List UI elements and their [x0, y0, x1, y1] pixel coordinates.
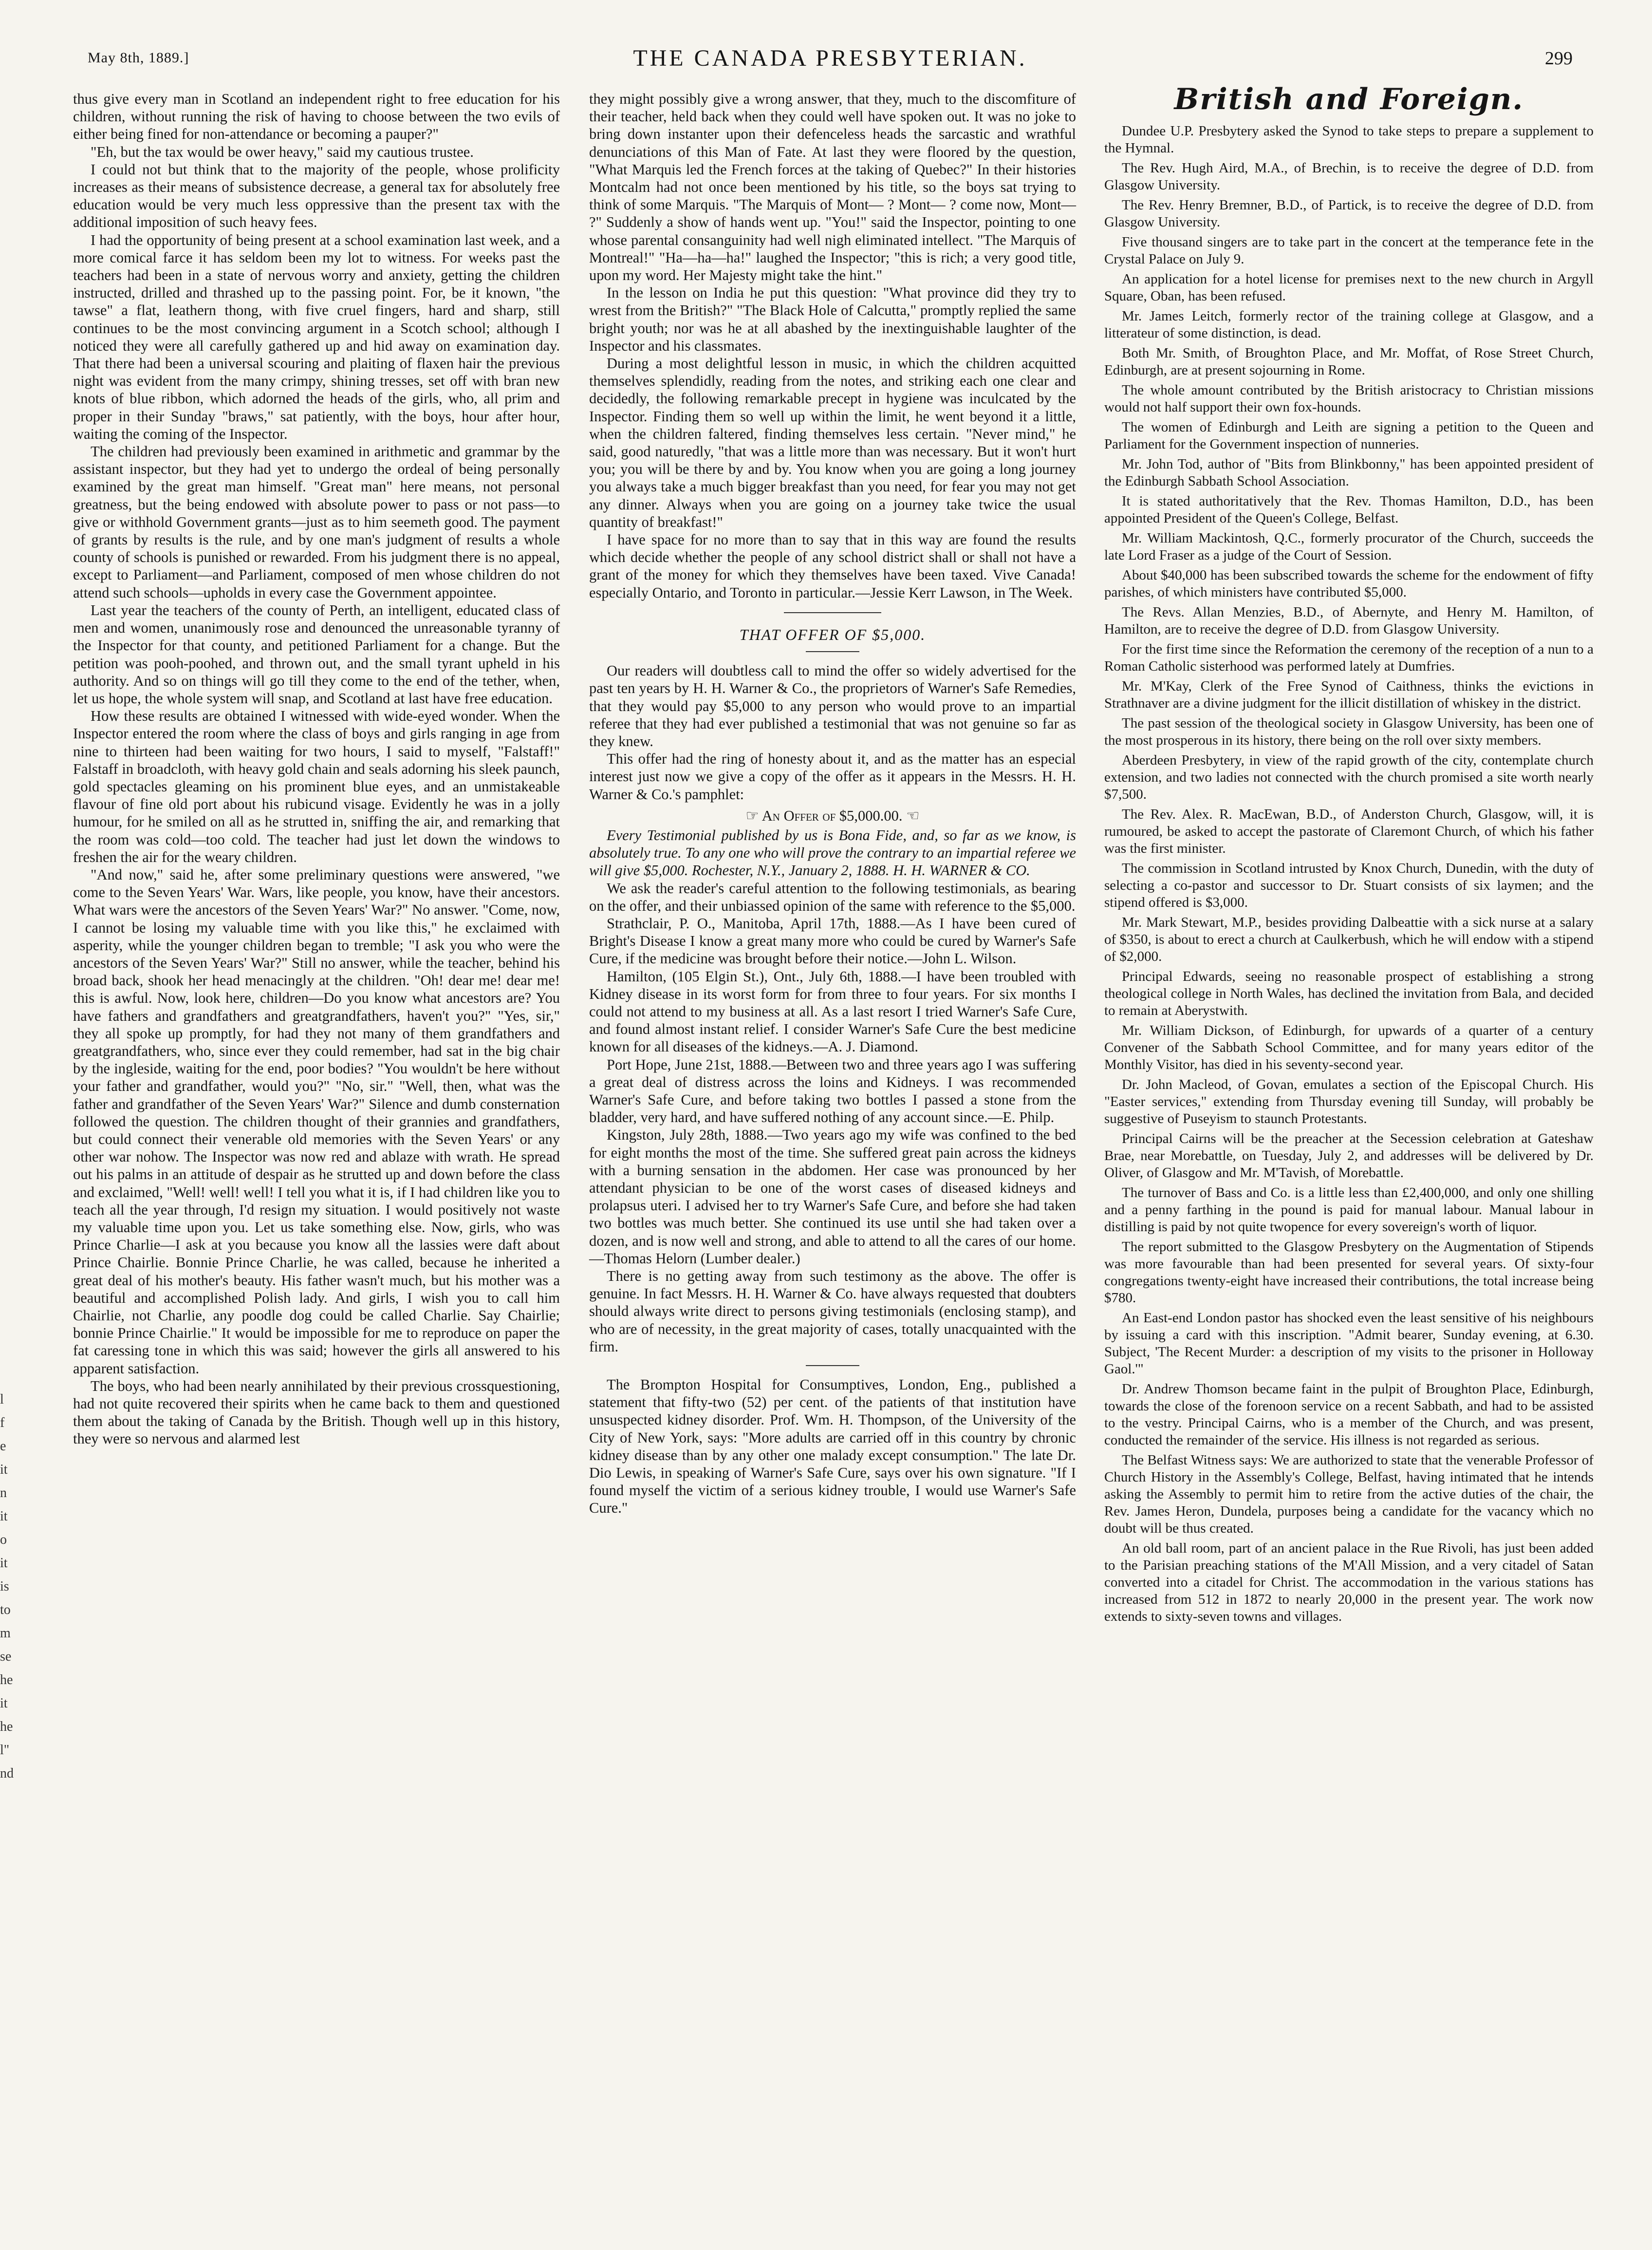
news-item: Dundee U.P. Presbytery asked the Synod to take steps to prepare a supplement to the Hymnal.: [1104, 123, 1594, 156]
paragraph: How these results are obtained I witnessed with wide-eyed wonder. When the Inspector entered the room where the class of boys and girls ranging in age from nine to thirteen had been waiting for two hours, I said to myself, "Falstaff!" Falstaff in broadcloth, with heavy gold chain and seals adorning his sleek paunch, gold spectacles gleaming on his prominent blue eyes, and an unmistakeable flavour of fine old port about his rubicund visage. Evidently he was in a jolly humour, for he smiled on all as he strutted in, sniffing the air, and remarking that the room was cold—too cold. The teacher had just let down the windows to freshen the air for the weary children.: [73, 708, 560, 865]
column-1: [73, 90, 560, 1448]
news-item: The Rev. Henry Bremner, B.D., of Partick, is to receive the degree of D.D. from Glasgow University.: [1104, 197, 1594, 230]
margin-fragment: is: [0, 1579, 9, 1594]
news-item: About $40,000 has been subscribed towards the scheme for the endowment of fifty parishes, of which ministers have contributed $5,000.: [1104, 567, 1594, 600]
margin-fragment: it: [0, 1696, 8, 1711]
news-item: It is stated authoritatively that the Rev. Thomas Hamilton, D.D., has been appointed President of the Queen's College, Belfast.: [1104, 493, 1594, 526]
offer-text: Every Testimonial published by us is Bona Fide, and, so far as we know, is absolutely true. To any one who will prove the contrary to an impartial referee we will give $5,000. Rochester, N.Y., January 2, 1888. H. H. WARNER & CO.: [589, 826, 1076, 879]
news-item: Principal Cairns will be the preacher at the Secession celebration at Gateshaw Brae, near Morebattle, on Tuesday, July 2, and addresses will be delivered by Dr. Oliver, of Glasgow and Mr. M'Tavish, of Morebattle.: [1104, 1131, 1594, 1181]
news-item: Dr. Andrew Thomson became faint in the pulpit of Broughton Place, Edinburgh, towards the close of the forenoon service on a recent Sabbath, and had to be assisted to the vestry. Principal Cairns, who is a member of the Church, and was present, conducted the remainder of the service. His illness is not regarded as serious.: [1104, 1381, 1594, 1448]
paragraph: I had the opportunity of being present at a school examination last week, and a more comical farce it has seldom been my lot to witness. For weeks past the teachers had been in a state of nervous worry and anxiety, getting the children instructed, drilled and thrashed up to the passing point. For, be it known, "the tawse" a flat, leathern thong, with five cruel fingers, hard and sharp, still continues to be the most convincing argument in a Scotch school; although I noticed they were all carefully gathered up and hid away on examination day. That there had been a universal scouring and plaiting of flaxen hair the previous night was evident from the many crimpy, shining tresses, set off with bran new knots of blue ribbon, which adorned the heads of the girls, who, all prim and proper in their Sunday "braws," sat patiently, with the boys, hour after hour, waiting the coming of the Inspector.: [73, 231, 560, 442]
news-item: For the first time since the Reformation the ceremony of the reception of a nun to a Roman Catholic sisterhood was performed lately at Dumfries.: [1104, 641, 1594, 674]
margin-fragment: he: [0, 1719, 13, 1734]
news-item: Five thousand singers are to take part in the concert at the temperance fete in the Crystal Palace on July 9.: [1104, 234, 1594, 267]
margin-fragment: e: [0, 1439, 6, 1454]
margin-fragment: to: [0, 1602, 11, 1617]
paragraph: We ask the reader's careful attention to the following testimonials, as bearing on the offer, and their unbiassed opinion of the same with reference to the $5,000.: [589, 880, 1076, 914]
margin-fragment: l: [0, 1392, 4, 1407]
divider: [784, 612, 881, 613]
paragraph: The Brompton Hospital for Consumptives, London, Eng., published a statement that fifty-two (52) per cent. of the patients of that institution have unsuspected kidney disorder. Prof. Wm. H. Thompson, of the University of the City of New York, says: "More adults are carried off in this country by chronic kidney disease than by any other one malady except consumption." The late Dr. Dio Lewis, in speaking of Warner's Safe Cure, says over his own signature. "If I found myself the victim of a serious kidney trouble, I would use Warner's Safe Cure.": [589, 1376, 1076, 1517]
news-item: The Belfast Witness says: We are authorized to state that the venerable Professor of Church History in the Assembly's College, Belfast, having intimated that he intends asking the Assembly to permit him to retire from the active duties of the chair, the Rev. James Heron, Dundela, purposes being a candidate for the vacancy which no doubt will be thus created.: [1104, 1452, 1594, 1536]
margin-fragment: o: [0, 1532, 7, 1547]
margin-fragment: nd: [0, 1766, 14, 1781]
paragraph: I could not but think that to the majority of the people, whose prolificity increases as their means of subsistence decrease, a general tax for absolutely free education would be very much less oppressive than the present tax with the additional imposition of such heavy fees.: [73, 161, 560, 231]
news-item: The report submitted to the Glasgow Presbytery on the Augmentation of Stipends was more favourable than had been presented for several years. Of sixty-four congregations twenty-eight have increased their contributions, the total increase being $780.: [1104, 1239, 1594, 1306]
paragraph: "Eh, but the tax would be ower heavy," said my cautious trustee.: [91, 143, 474, 160]
news-item: Aberdeen Presbytery, in view of the rapid growth of the city, contemplate church extension, and two ladies not connected with the church promised a site worth nearly $7,500.: [1104, 752, 1594, 802]
paragraph: During a most delightful lesson in music, in which the children acquitted themselves splendidly, reading from the notes, and striking each one clear and decidedly, the following remarkable precept in hygiene was inculcated by the Inspector. Finding them so well up within the limit, he went beyond it a little, when the children faltered, finding themselves less certain. "Never mind," he said, good naturedly, "that was a little more than was necessary. But it won't hurt you; you will be there by and by. You know when you are going a long journey you always take a much bigger breakfast than you need, for fear you may not get any dinner. Always when you are going on a journey take twice the usual quantity of breakfast!": [589, 355, 1076, 530]
margin-fragment: f: [0, 1415, 5, 1430]
paragraph: "And now," said he, after some preliminary questions were answered, "we come to the Seven Years' War. Wars, like people, you know, have their ancestors. What wars were the ancestors of the Seven Years' War?" No answer. "Come, now, I cannot be losing my valuable time with you like this," he exclaimed with asperity, while the younger children began to tremble; "I ask you who were the ancestors of the Seven Years' War?" Still no answer, while the teacher, behind his broad back, shook her head menacingly at the children. "Oh! dear me! dear me! this is awful. Now, look here, children—Do you know what ancestors are? You have fathers and grandfathers and greatgrandfathers, haven't you?" "Yes, sir," they all spoke up promptly, for had they not many of them grandfathers and greatgrandfathers, who, since ever they could remember, had sat in the big chair by the ingleside, waiting for the end, poor bodies? "You wouldn't be here without your father and grandfather, would you?" "No, sir." "Well, then, what was the father and grandfather of the Seven Years' War?" Silence and dumb consternation followed the question. The children thought of their grannies and grandfathers, but could connect their venerable old memories with the Seven Years' or any other war nohow. The Inspector was now red and ablaze with wrath. He spread out his palms in an attitude of despair as he strutted up and down before the class and exclaimed, "Well! well! well! I tell you what it is, if I had children like you to teach all the year through, I'd resign my situation. I would positively not waste my valuable time upon you. Let us take something else. Now, girls, who was Prince Charlie—I ask at you because you know all the lassies were daft about Prince Chairlie. Bonnie Prince Charlie, he was called, because he inherited a great deal of his mother's beauty. His father wasn't much, but his mother was a beautiful and accomplished Polish lady. And girls, I wish you to call him Chairlie, not Charlie, any poodle dog could be called Charlie. Say Chairlie; bonnie Prince Chairlie." It would be impossible for me to reproduce on paper the fat caressing tone in which this was said; however the girls all answered to his apparent satisfaction.: [73, 866, 560, 1377]
article-title: THAT OFFER OF $5,000.: [739, 625, 926, 643]
news-item: The Revs. Allan Menzies, B.D., of Abernyte, and Henry M. Hamilton, of Hamilton, are to receive the degree of D.D. from Glasgow University.: [1104, 604, 1594, 637]
news-item: The turnover of Bass and Co. is a little less than £2,400,000, and only one shilling and a penny farthing in the pound is paid for manual labour. Manual labour in distilling is paid by not quite twopence for every sovereign's worth of liquor.: [1104, 1185, 1594, 1235]
news-item: Mr. John Tod, author of "Bits from Blinkbonny," has been appointed president of the Edinburgh Sabbath School Association.: [1104, 456, 1594, 489]
news-item: Both Mr. Smith, of Broughton Place, and Mr. Moffat, of Rose Street Church, Edinburgh, are at present sojourning in Rome.: [1104, 345, 1594, 378]
paragraph: There is no getting away from such testimony as the above. The offer is genuine. In fact Messrs. H. H. Warner & Co. have always requested that doubters should always write direct to persons giving testimonials (enclosing stamp), and who are of necessity, in the great majority of cases, totally unacquainted with the firm.: [589, 1268, 1076, 1355]
margin-fragment: it: [0, 1509, 8, 1524]
column-3: [1104, 82, 1594, 1628]
paragraph: The children had previously been examined in arithmetic and grammar by the assistant inspector, but they had yet to undergo the ordeal of being personally examined by the great man himself. "Great man" here means, not personal greatness, but the being endowed with absolute power to pass or not pass—to give or withhold Government grants—just as to him seemeth good. The payment of grants by results is the rule, and by one man's judgment of results a whole county of schools is punished or rewarded. From his judgment there is no appeal, except to Parliament—and Parliament, composed of men whose children do not attend such schools—upholds in every case the Government appointee.: [73, 443, 560, 601]
news-item: Mr. James Leitch, formerly rector of the training college at Glasgow, and a litterateur of some distinction, is dead.: [1104, 308, 1594, 341]
margin-fragment: it: [0, 1462, 8, 1477]
margin-fragment: m: [0, 1626, 11, 1641]
margin-fragment: it: [0, 1556, 8, 1571]
offer-heading: ☞ An Offer of $5,000.00. ☜: [745, 807, 920, 824]
page-number: 299: [1545, 48, 1573, 69]
margin-fragment: n: [0, 1485, 7, 1500]
news-item: The whole amount contributed by the British aristocracy to Christian missions would not half support their own fox-hounds.: [1104, 382, 1594, 415]
news-item: Principal Edwards, seeing no reasonable prospect of establishing a strong theological college in North Wales, has declined the invitation from Bala, and decided to remain at Aberystwith.: [1104, 969, 1594, 1018]
news-item: The Rev. Hugh Aird, M.A., of Brechin, is to receive the degree of D.D. from Glasgow University.: [1104, 160, 1594, 193]
divider: [806, 1365, 859, 1366]
margin-fragment: l": [0, 1743, 10, 1758]
news-item: The past session of the theological society in Glasgow University, has been one of the most prosperous in its history, there being on the roll over sixty members.: [1104, 715, 1594, 748]
testimonial: Port Hope, June 21st, 1888.—Between two and three years ago I was suffering a great deal of distress across the loins and Kidneys. I was recommended Warner's Safe Cure, and before taking two bottles I passed a stone from the bladder, very hard, and have suffered nothing of any account since.—E. Philp.: [589, 1056, 1076, 1126]
news-item: Dr. John Macleod, of Govan, emulates a section of the Episcopal Church. His "Easter services," extending from Thursday evening till Sunday, will probably be suggestive of Puseyism to staunch Protestants.: [1104, 1077, 1594, 1126]
testimonial: Kingston, July 28th, 1888.—Two years ago my wife was confined to the bed for eight months the most of the time. She suffered great pain across the kidneys with a burning sensation in the abdomen. Her case was pronounced by her attendant physician to be one of the worst cases of diseased kidneys and prolapsus uteri. I advised her to try Warner's Safe Cure, and before she had taken two bottles was much better. She continued its use until she had taken over a dozen, and is now well and strong, and able to attend to all the cares of our home.—Thomas Helorn (Lumber dealer.): [589, 1126, 1076, 1267]
paragraph: This offer had the ring of honesty about it, and as the matter has an especial interest just now we give a copy of the offer as it appears in the Messrs. H. H. Warner & Co.'s pamphlet:: [589, 750, 1076, 803]
issue-date: May 8th, 1889.]: [88, 50, 189, 66]
paragraph: I have space for no more than to say that in this way are found the results which decide whether the people of any school district shall or shall not have a grant of the money for which they themselves have been taxed. Vive Canada! especially Ontario, and Toronto in particular.—Jessie Kerr Lawson, in The Week.: [589, 531, 1076, 601]
masthead-title: THE CANADA PRESBYTERIAN.: [633, 45, 1027, 71]
news-item: The women of Edinburgh and Leith are signing a petition to the Queen and Parliament for the Government inspection of nunneries.: [1104, 419, 1594, 452]
news-item: The Rev. Alex. R. MacEwan, B.D., of Anderston Church, Glasgow, will, it is rumoured, be asked to accept the pastorate of Claremont Church, of which his father was the first minister.: [1104, 806, 1594, 856]
paragraph: The boys, who had been nearly annihilated by their previous crossquestioning, had not quite recovered their spirits when he came back to them and questioned them about the taking of Canada by the British. Though well up in this history, they were so nervous and alarmed lest: [73, 1377, 560, 1447]
section-heading: British and Foreign.: [1174, 82, 1524, 116]
margin-fragment: he: [0, 1672, 13, 1688]
paragraph: thus give every man in Scotland an independent right to free education for his children, without running the risk of having to choose between the two evils of either being fined for non-attendance or becoming a pauper?": [73, 91, 560, 143]
divider: [806, 651, 859, 652]
paragraph: Our readers will doubtless call to mind the offer so widely advertised for the past ten years by H. H. Warner & Co., the proprietors of Warner's Safe Remedies, that they would pay $5,000 to any person who would prove to an impartial referee that they had ever published a testimonial that was not genuine so far as they knew.: [589, 662, 1076, 750]
paragraph: they might possibly give a wrong answer, that they, much to the discomfiture of their teacher, held back when they could well have spoken out. It was no joke to bring down instanter upon their defenceless heads the sarcastic and wrathful denunciations of this Man of Fate. At last they were floored by the question, "What Marquis led the French forces at the taking of Quebec?" In their histories Montcalm had not once been mentioned by his title, so the boys sat trying to think of some Marquis. "The Marquis of Mont— ? Mont— ? come now, Mont— ?" Suddenly a show of hands went up. "You!" said the Inspector, pointing to one whose parental consanguinity had well nigh eliminated intellect. "The Marquis of Montreal!" "Ha—ha—ha!" laughed the Inspector; "this is rich; a very good title, upon my word. Her Majesty might take the hint.": [589, 91, 1076, 284]
news-item: An East-end London pastor has shocked even the least sensitive of his neighbours by issuing a card with this inscription. "Admit bearer, Sunday evening, at 6.30. Subject, 'The Recent Murder: a description of my visits to the prisoner in Holloway Gaol.'": [1104, 1310, 1594, 1377]
news-item: An old ball room, part of an ancient palace in the Rue Rivoli, has just been added to the Parisian preaching stations of the M'All Mission, and a very citadel of Satan converted into a citadel for Christ. The accommodation in the various stations has increased from 512 in 1872 to nearly 20,000 in the present year. The work now extends to sixty-seven towns and villages.: [1104, 1540, 1594, 1624]
paragraph: Last year the teachers of the county of Perth, an intelligent, educated class of men and women, unanimously rose and denounced the unreasonable tyranny of the Inspector for that county, and petitioned Parliament for a change. But the petition was pooh-poohed, and thrown out, and the small tyrant upheld in his authority. And so on things will go till they come to the end of the tether, when, let us hope, the whole system will snap, and Scotland at last have free education.: [73, 601, 560, 707]
news-item: Mr. M'Kay, Clerk of the Free Synod of Caithness, thinks the evictions in Strathnaver are a divine judgment for the illicit distillation of whiskey in the district.: [1104, 678, 1594, 711]
page-header: [88, 45, 1573, 84]
news-item: The commission in Scotland intrusted by Knox Church, Dunedin, with the duty of selecting a co-pastor and successor to Dr. Stuart consists of six laymen; and the stipend offered is $3,000.: [1104, 861, 1594, 910]
testimonial: Strathclair, P. O., Manitoba, April 17th, 1888.—As I have been cured of Bright's Disease I know a great many more who could be cured by Warner's Safe Cure, if the medicine was brought before their notice.—John L. Wilson.: [589, 915, 1076, 967]
news-item: Mr. William Mackintosh, Q.C., formerly procurator of the Church, succeeds the late Lord Fraser as a judge of the Court of Session.: [1104, 530, 1594, 563]
column-2: [589, 90, 1076, 1517]
margin-fragment: se: [0, 1649, 12, 1664]
news-item: Mr. Mark Stewart, M.P., besides providing Dalbeattie with a sick nurse at a salary of $350, is about to erect a church at Caulkerbush, which he will endow with a stipend of $2,000.: [1104, 915, 1594, 964]
news-item: Mr. William Dickson, of Edinburgh, for upwards of a quarter of a century Convener of the Sabbath School Committee, and for many years editor of the Monthly Visitor, has died in his seventy-second year.: [1104, 1023, 1594, 1072]
testimonial: Hamilton, (105 Elgin St.), Ont., July 6th, 1888.—I have been troubled with Kidney disease in its worst form for from three to four years. For six months I could not attend to my business at all. As a last resort I tried Warner's Safe Cure, and found almost instant relief. I consider Warner's Safe Cure the best medicine known for all diseases of the kidneys.—A. J. Diamond.: [589, 968, 1076, 1055]
news-item: An application for a hotel license for premises next to the new church in Argyll Square, Oban, has been refused.: [1104, 271, 1594, 304]
paragraph: In the lesson on India he put this question: "What province did they try to wrest from the British?" "The Black Hole of Calcutta," promptly replied the same bright youth; nor was he at all abashed by the inextinguishable laughter of the Inspector and his classmates.: [589, 284, 1076, 354]
margin-fragments: [0, 1388, 34, 1785]
